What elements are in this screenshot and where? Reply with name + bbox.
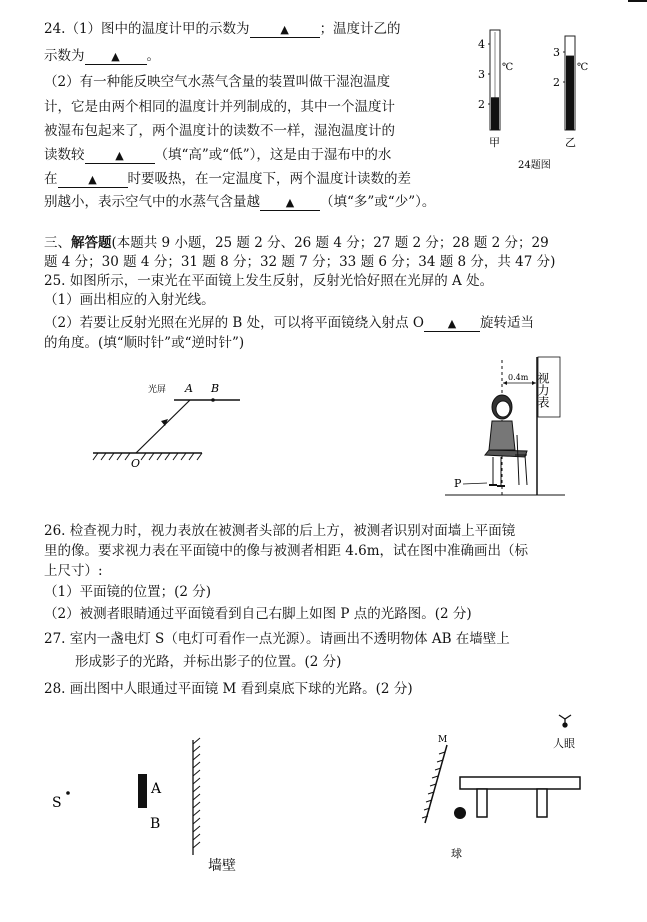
q26-line-4: （1）平面镜的位置；(2 分) [44,584,212,600]
q28-mirror-table-figure [405,705,605,875]
q24-line-1: 24.（1）图中的温度计甲的示数为 ▲ ；温度计乙的 [44,21,401,37]
q26-line-1: 26. 检查视力时，视力表放在被测者头部的后上方，被测者识别对面墙上平面镜 [44,523,516,539]
p-pointer [463,483,487,484]
table [460,777,580,817]
seated-person [485,395,527,486]
thermometer-yi [553,36,588,149]
q24-line-2: 示数为 ▲ 。 [44,48,160,64]
q26-eye-test-figure [445,355,575,500]
unit-label: ℃ [502,62,514,73]
q27-line-1: 27. 室内一盏电灯 S（电灯可看作一点光源）。请画出不透明物体 AB 在墙壁上 [44,631,510,647]
lamp-point [66,791,70,795]
answer-blank[interactable]: ▲ [85,148,155,164]
q24-line-3: （2）有一种能反映空气水蒸气含量的装置叫做干湿泡温度 [44,74,391,90]
thermometer-yi-liquid [566,56,574,130]
ball [454,807,466,819]
eye-icon-shape [559,715,571,727]
q26-line-5: （2）被测者眼睛通过平面镜看到自己右脚上如图 P 点的光路图。(2 分) [44,606,472,622]
thermometer-figure [470,22,620,172]
q25-line-1: 25. 如图所示，一束光在平面镜上发生反射，反射光恰好照在光屏的 A 处。 [44,273,494,289]
ball-label: 球 [451,847,462,860]
q27-shadow-figure [40,730,290,880]
object-a-label: A [151,781,162,797]
q25-mirror-figure [90,375,260,475]
q24-line-5: 被湿布包起来了，两个温度计的读数不一样，湿泡温度计的 [44,123,395,139]
answer-blank[interactable]: ▲ [250,22,320,38]
q24-line-7: 在 ▲ 时要吸热，在一定温度下，两个温度计读数的差 [44,171,411,187]
eye-label: 人眼 [553,737,575,750]
lamp-s-label: S [52,795,62,811]
object-b-label: B [150,816,161,832]
q25-line-2: （1）画出相应的入射光线。 [44,292,215,308]
section3-line-1: 三、解答题(本题共 9 小题，25 题 2 分、26 题 4 分；27 题 2 分；28 题 2 分；29 [44,235,549,251]
q26-line-3: 上尺寸）: [44,563,103,579]
corner-rule [628,0,647,2]
q24-line-4: 计，它是由两个相同的温度计并列制成的，其中一个温度计 [44,99,395,115]
q27-line-2: 形成影子的光路，并标出影子的位置。(2 分) [75,654,342,670]
thermometer-jia-liquid [491,97,499,130]
screen-label: 光屏 [148,385,167,395]
point-o-label: O [131,457,141,470]
yi-tick-label: 2 [553,76,560,89]
point-p-label: P [454,477,462,490]
answer-blank[interactable]: ▲ [85,49,147,65]
q28-line-1: 28. 画出图中人眼通过平面镜 M 看到桌底下球的光路。(2 分) [44,681,413,697]
q26-line-2: 里的像。要求视力表在平面镜中的像与被测者相距 4.6m，试在图中准确画出（标 [44,543,529,559]
point-b-label: B [211,382,220,395]
q24-line-6: 读数较 ▲ （填“高”或“低”），这是由于湿布中的水 [44,147,392,163]
answer-blank[interactable]: ▲ [260,195,320,211]
jia-tick-label: 4 [478,38,485,51]
mirror-m-label: M [438,735,448,745]
wall-label: 墙壁 [208,858,236,874]
reflected-ray [136,400,190,453]
yi-tick-label: 3 [553,46,560,59]
eye-chart-label: 视力表 [536,372,550,408]
q25-line-4: 的角度。(填“顺时针”或“逆时针”) [44,335,245,351]
jia-tick-label: 3 [478,68,485,81]
yi-label: 乙 [565,136,576,149]
answer-blank[interactable]: ▲ [424,316,480,332]
answer-blank[interactable]: ▲ [58,172,128,188]
jia-label: 甲 [489,136,500,149]
distance-label: 0.4m [508,373,529,382]
figure-caption: 24题图 [518,160,551,171]
q25-line-3: （2）若要让反射光照在光屏的 B 处，可以将平面镜绕入射点 O ▲ 旋转适当 [44,315,534,331]
thermometer-jia [478,30,513,149]
jia-tick-label: 2 [478,98,485,111]
unit-label: ℃ [577,62,589,73]
point-b-dot [211,398,215,402]
section3-line-2: 题 4 分；30 题 4 分；31 题 8 分；32 题 7 分；33 题 6 分；34 题 8 分，共 47 分) [44,254,556,270]
q24-line-8: 别越小，表示空气中的水蒸气含量越 ▲ （填“多”或“少”）。 [44,194,436,210]
point-a-label: A [185,382,193,395]
object-ab [138,774,147,808]
